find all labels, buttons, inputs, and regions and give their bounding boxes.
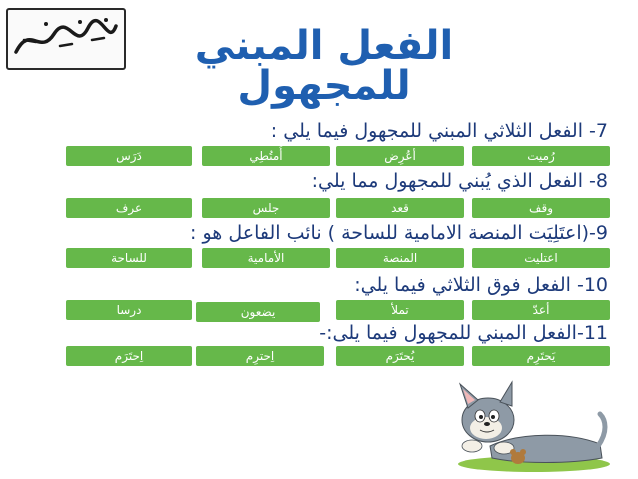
option-7-a[interactable]: رُميت <box>472 146 610 166</box>
option-8-c[interactable]: جلس <box>202 198 330 218</box>
option-8-b[interactable]: قعد <box>336 198 464 218</box>
question-10: 10- الفعل فوق الثلاثي فيما يلي: <box>354 274 608 296</box>
option-7-d[interactable]: دَرَس <box>66 146 192 166</box>
calligraphy-signature-icon <box>10 12 122 66</box>
question-7: 7- الفعل الثلاثي المبني للمجهول فيما يلي : <box>270 120 608 142</box>
cat-lying-icon <box>450 372 610 472</box>
option-7-b[interactable]: أعُرِض <box>336 146 464 166</box>
option-9-d[interactable]: للساحة <box>66 248 192 268</box>
option-10-b[interactable]: تملأ <box>336 300 464 320</box>
option-8-d[interactable]: عرف <box>66 198 192 218</box>
question-11: 11-الفعل المبني للمجهول فيما يلى:- <box>319 322 608 344</box>
option-11-c[interactable]: اِحترِم <box>196 346 324 366</box>
option-9-a[interactable]: اعتليت <box>472 248 610 268</box>
question-9: 9-(اعتَلِيَت المنصة الامامية للساحة ) نائب الفاعل هو : <box>190 222 608 244</box>
question-8: 8- الفعل الذي يُبني للمجهول مما يلي: <box>311 170 608 192</box>
option-7-c[interactable]: أُمتُطِي <box>202 146 330 166</box>
option-11-a[interactable]: يَحتَرِم <box>472 346 610 366</box>
option-11-b[interactable]: يُحتَرَم <box>336 346 464 366</box>
option-11-d[interactable]: اِحتَرَم <box>66 346 192 366</box>
option-10-a[interactable]: أعدّ <box>472 300 610 320</box>
option-10-d[interactable]: درسا <box>66 300 192 320</box>
option-9-c[interactable]: الأمامية <box>202 248 330 268</box>
slide-title: الفعل المبني للمجهول <box>194 23 454 109</box>
option-10-c[interactable]: يضعون <box>196 302 320 322</box>
author-logo <box>6 8 126 70</box>
option-9-b[interactable]: المنصة <box>336 248 464 268</box>
cartoon-cat-illustration <box>450 372 610 472</box>
option-8-a[interactable]: وقف <box>472 198 610 218</box>
